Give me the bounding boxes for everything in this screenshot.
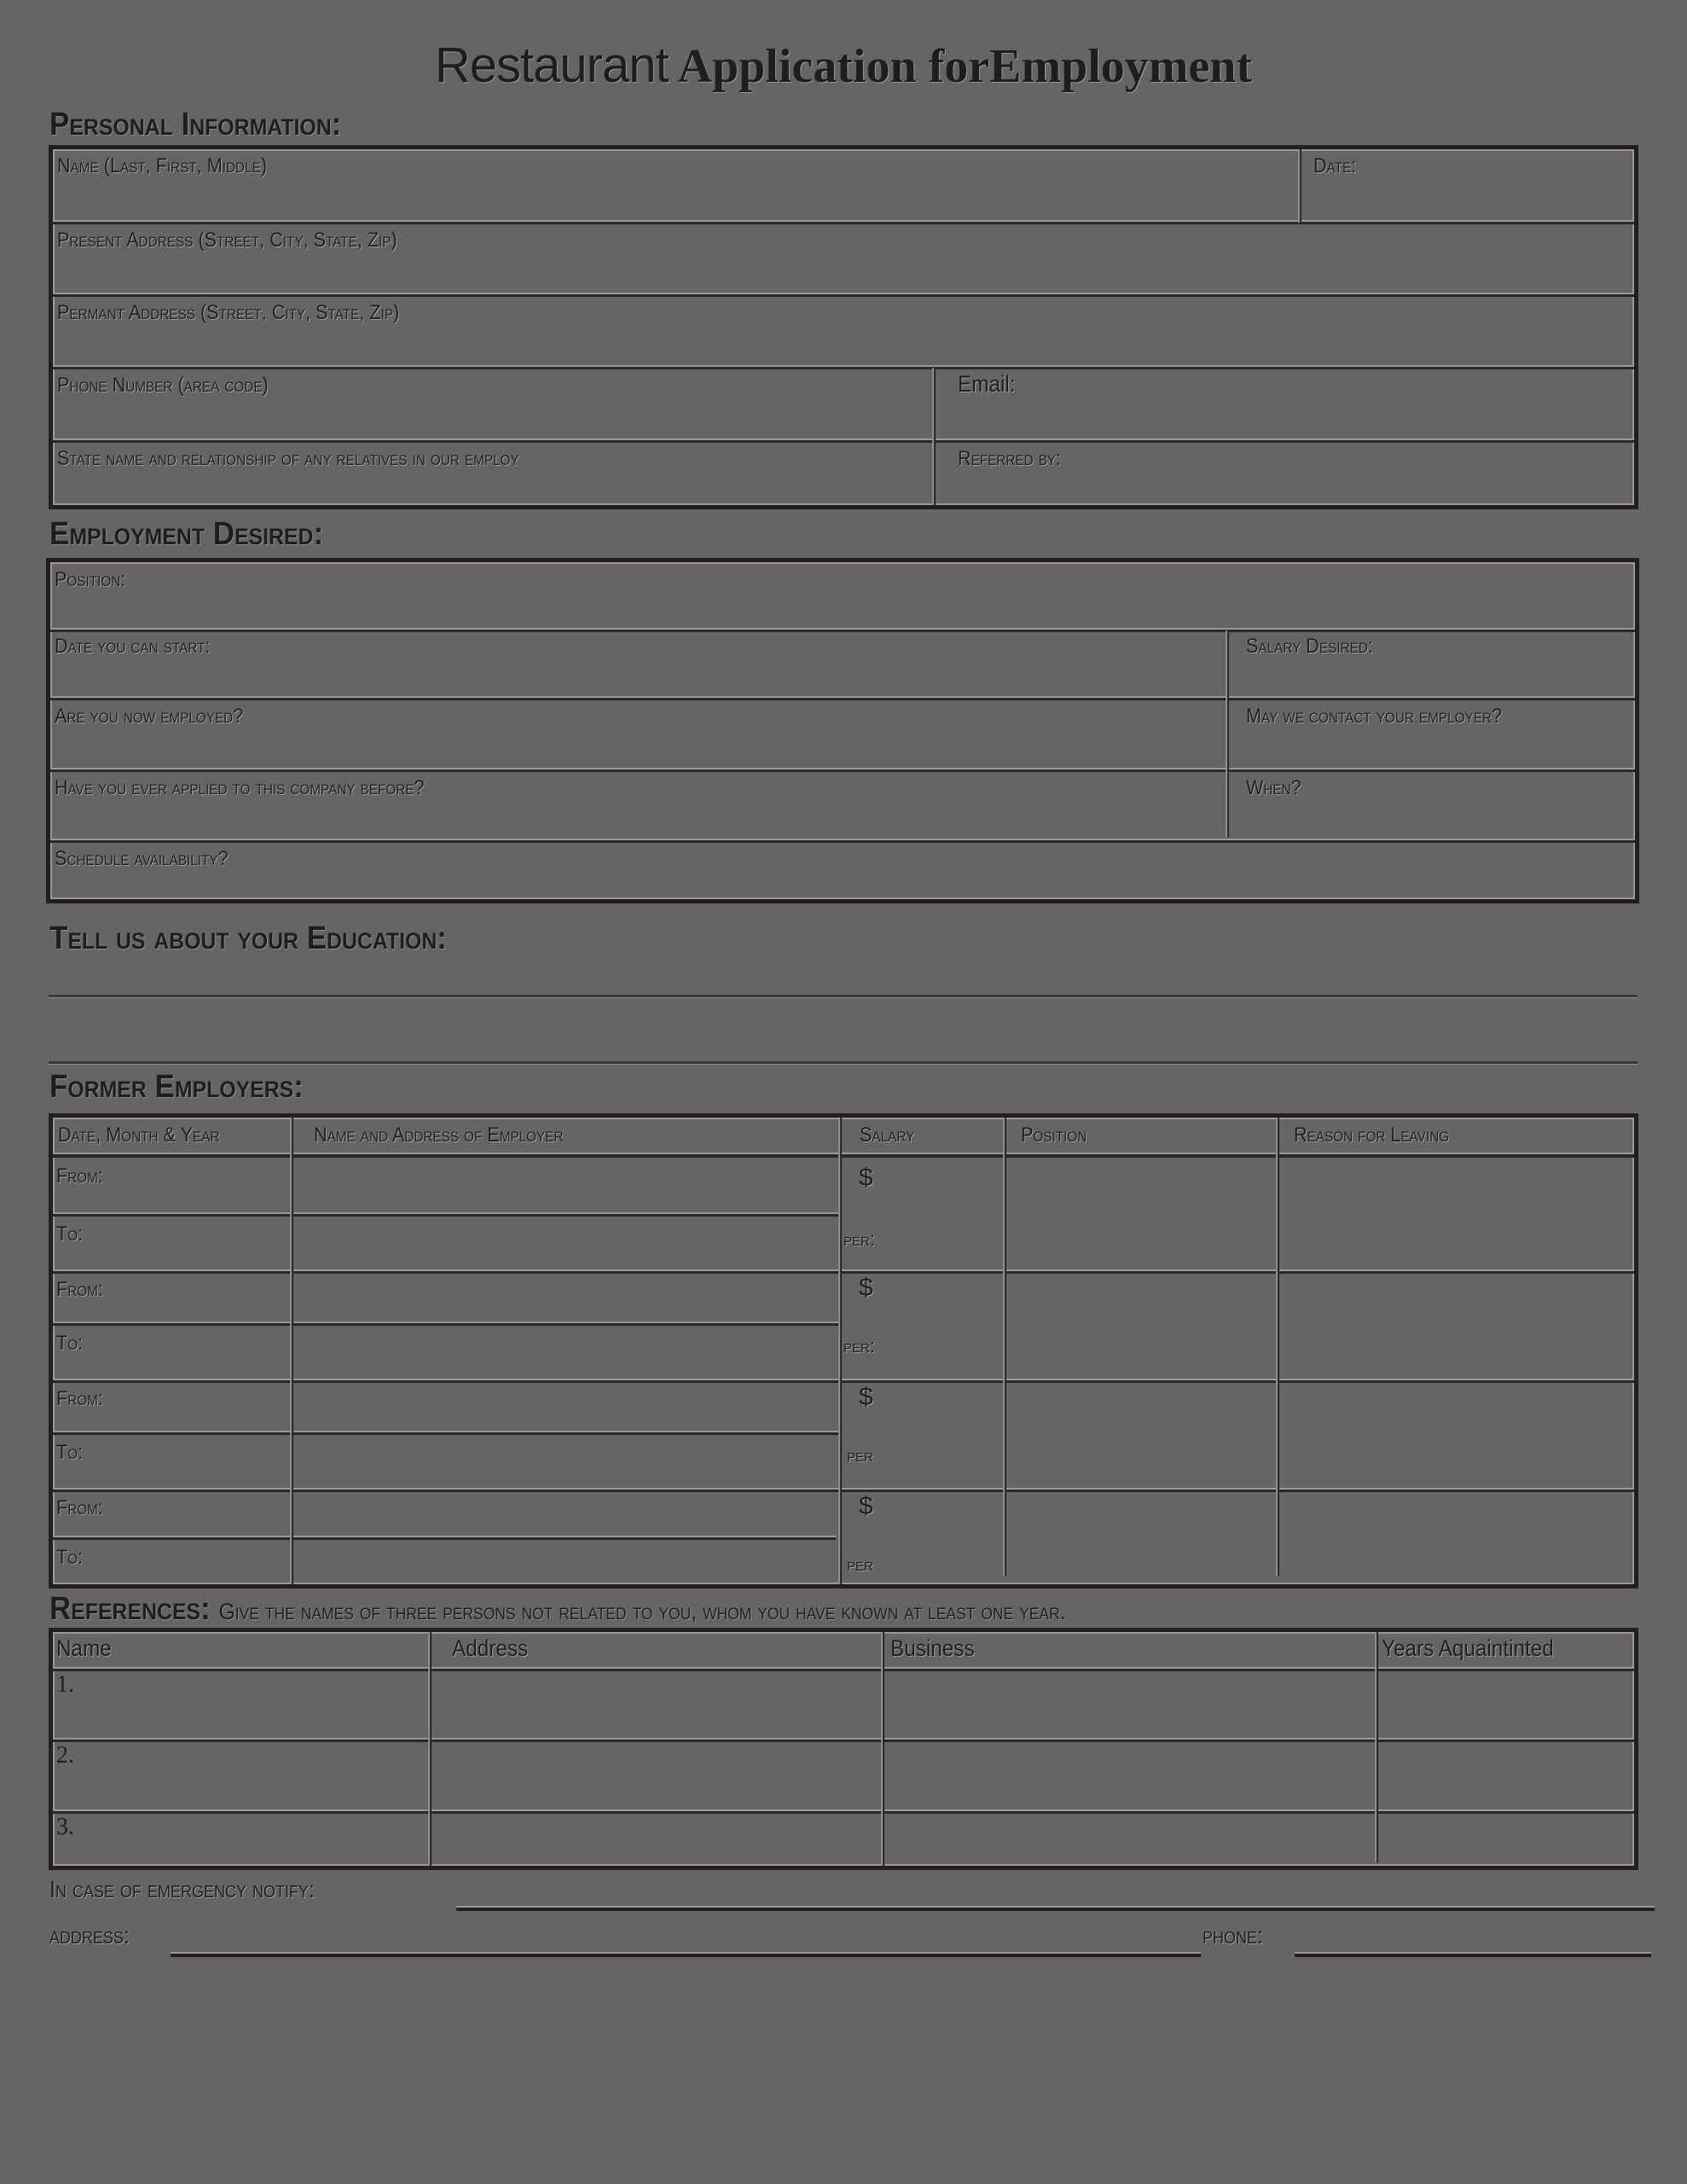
to-label: To:	[56, 1332, 84, 1355]
emergency-notify-field[interactable]	[456, 1906, 1655, 1911]
reference-3-business-field[interactable]	[884, 1814, 1375, 1866]
employer-2-from-field[interactable]	[53, 1274, 290, 1321]
reference-3-name-field[interactable]	[53, 1814, 428, 1866]
employer-2-name-address-field[interactable]	[293, 1274, 838, 1379]
relatives-field[interactable]	[53, 441, 932, 505]
dollar-sign: $	[859, 1274, 873, 1302]
employer-2-position-field[interactable]	[1006, 1274, 1276, 1379]
emergency-address-field[interactable]	[171, 1952, 1201, 1957]
employer-3-from-field[interactable]	[53, 1383, 290, 1431]
employer-3-to-field[interactable]	[53, 1435, 290, 1488]
referred-by-field[interactable]	[936, 441, 1634, 505]
date-field[interactable]	[1301, 149, 1634, 220]
permanent-address-field[interactable]	[53, 295, 1634, 365]
present-address-field[interactable]	[53, 223, 1634, 293]
education-line-1[interactable]	[49, 995, 1638, 998]
when-label: When?	[1246, 776, 1301, 799]
employer-1-reason-field[interactable]	[1279, 1157, 1634, 1269]
salary-desired-label: Salary Desired:	[1246, 635, 1373, 658]
column-header-address: Address	[452, 1635, 529, 1661]
from-label: From:	[56, 1278, 103, 1301]
dollar-sign: $	[859, 1383, 873, 1411]
present-address-label: Present Address (Street, City, State, Zip)	[57, 229, 397, 252]
employer-4-salary-field[interactable]	[842, 1492, 1003, 1584]
references-instruction: Give the names of three persons not related to you, whom you have known at least one year.	[218, 1599, 1066, 1624]
start-date-field[interactable]	[50, 630, 1226, 696]
employer-1-salary-field[interactable]	[842, 1157, 1003, 1269]
employer-1-position-field[interactable]	[1006, 1157, 1276, 1269]
per-label: per	[847, 1554, 873, 1575]
education-heading: Tell us about your Education:	[49, 921, 447, 956]
relatives-label: State name and relationship of any relatives in our employ	[57, 447, 519, 470]
column-header-business: Business	[890, 1635, 975, 1661]
former-employers-table	[49, 1113, 1638, 1589]
name-field[interactable]	[53, 149, 1298, 220]
email-field[interactable]	[936, 368, 1634, 439]
reference-2-address-field[interactable]	[432, 1742, 881, 1809]
reference-3-address-field[interactable]	[432, 1814, 881, 1866]
emergency-phone-field[interactable]	[1295, 1952, 1651, 1957]
reference-1-business-field[interactable]	[884, 1671, 1375, 1738]
column-header-position: Position	[1021, 1124, 1087, 1147]
reference-1-name-field[interactable]	[53, 1671, 428, 1738]
references-table	[49, 1628, 1638, 1870]
column-header-salary: Salary	[860, 1124, 915, 1147]
row-number: 3.	[56, 1814, 74, 1840]
reference-1-years-field[interactable]	[1378, 1671, 1634, 1738]
emergency-address-label: address:	[49, 1922, 130, 1949]
employment-desired-box	[46, 558, 1639, 903]
position-field[interactable]	[50, 562, 1635, 628]
permanent-address-label: Permant Address (Street, City, State, Zip)	[57, 301, 400, 324]
per-label: per:	[844, 1335, 875, 1356]
reference-2-years-field[interactable]	[1378, 1742, 1634, 1809]
schedule-field[interactable]	[50, 841, 1635, 899]
per-label: per	[847, 1444, 873, 1466]
title-part-restaurant: Restaurant	[434, 38, 669, 93]
contact-employer-field[interactable]	[1229, 699, 1635, 768]
phone-field[interactable]	[53, 368, 932, 439]
salary-desired-field[interactable]	[1229, 630, 1635, 696]
reference-2-name-field[interactable]	[53, 1742, 428, 1809]
education-line-2[interactable]	[49, 1061, 1638, 1065]
column-header-date: Date, Month & Year	[58, 1124, 220, 1147]
position-label: Position:	[55, 568, 126, 591]
column-header-name: Name	[56, 1635, 112, 1661]
from-label: From:	[56, 1165, 103, 1188]
personal-information-heading: Personal Information:	[49, 107, 342, 142]
reference-2-business-field[interactable]	[884, 1742, 1375, 1809]
employer-1-to-field[interactable]	[53, 1217, 290, 1269]
employer-1-name-address-field[interactable]	[293, 1157, 838, 1269]
employment-desired-heading: Employment Desired:	[49, 516, 324, 552]
to-label: To:	[56, 1223, 84, 1246]
from-label: From:	[56, 1387, 103, 1410]
employer-3-name-address-field[interactable]	[293, 1383, 838, 1488]
contact-employer-label: May we contact your employer?	[1246, 705, 1502, 728]
references-heading	[49, 1590, 1066, 1630]
applied-before-field[interactable]	[50, 770, 1226, 839]
column-header-employer: Name and Address of Employer	[314, 1124, 564, 1147]
column-header-reason: Reason for Leaving	[1294, 1124, 1450, 1147]
employer-2-to-field[interactable]	[53, 1326, 290, 1379]
schedule-label: Schedule availability?	[55, 847, 229, 870]
page-title	[0, 36, 1687, 96]
former-employers-heading: Former Employers:	[49, 1069, 304, 1105]
now-employed-label: Are you now employed?	[55, 705, 244, 728]
employer-3-position-field[interactable]	[1006, 1383, 1276, 1488]
name-label: Name (Last, First, Middle)	[57, 154, 268, 177]
row-number: 1.	[56, 1671, 74, 1698]
reference-3-years-field[interactable]	[1378, 1814, 1634, 1866]
employer-4-to-field[interactable]	[53, 1540, 290, 1584]
emergency-notify-label: In case of emergency notify:	[49, 1876, 316, 1902]
title-part-application: Application forEmployment	[668, 40, 1253, 93]
to-label: To:	[56, 1546, 84, 1569]
email-label: Email:	[958, 371, 1016, 397]
employer-4-from-field[interactable]	[53, 1492, 290, 1536]
from-label: From:	[56, 1496, 103, 1519]
employer-4-reason-field[interactable]	[1279, 1492, 1634, 1584]
when-field[interactable]	[1229, 770, 1635, 839]
employer-4-name-address-field[interactable]	[293, 1492, 838, 1584]
employer-4-position-field[interactable]	[1006, 1492, 1276, 1584]
employer-3-salary-field[interactable]	[842, 1383, 1003, 1488]
applied-before-label: Have you ever applied to this company before?	[55, 776, 425, 799]
per-label: per:	[844, 1228, 875, 1250]
dollar-sign: $	[859, 1164, 873, 1192]
now-employed-field[interactable]	[50, 699, 1226, 768]
emergency-phone-label: phone:	[1203, 1922, 1264, 1949]
phone-label: Phone Number (area code)	[57, 374, 269, 397]
start-date-label: Date you can start:	[55, 635, 211, 658]
date-label: Date:	[1313, 154, 1357, 177]
referred-by-label: Referred by:	[958, 447, 1062, 470]
employer-2-salary-field[interactable]	[842, 1274, 1003, 1379]
row-number: 2.	[56, 1742, 74, 1769]
employer-2-reason-field[interactable]	[1279, 1274, 1634, 1379]
to-label: To:	[56, 1441, 84, 1464]
employer-3-reason-field[interactable]	[1279, 1383, 1634, 1488]
references-title: References:	[49, 1591, 211, 1627]
employer-1-from-field[interactable]	[53, 1157, 290, 1212]
reference-1-address-field[interactable]	[432, 1671, 881, 1738]
column-header-years: Years Aquaintinted	[1382, 1635, 1554, 1661]
personal-information-box	[49, 145, 1638, 509]
dollar-sign: $	[859, 1492, 873, 1520]
